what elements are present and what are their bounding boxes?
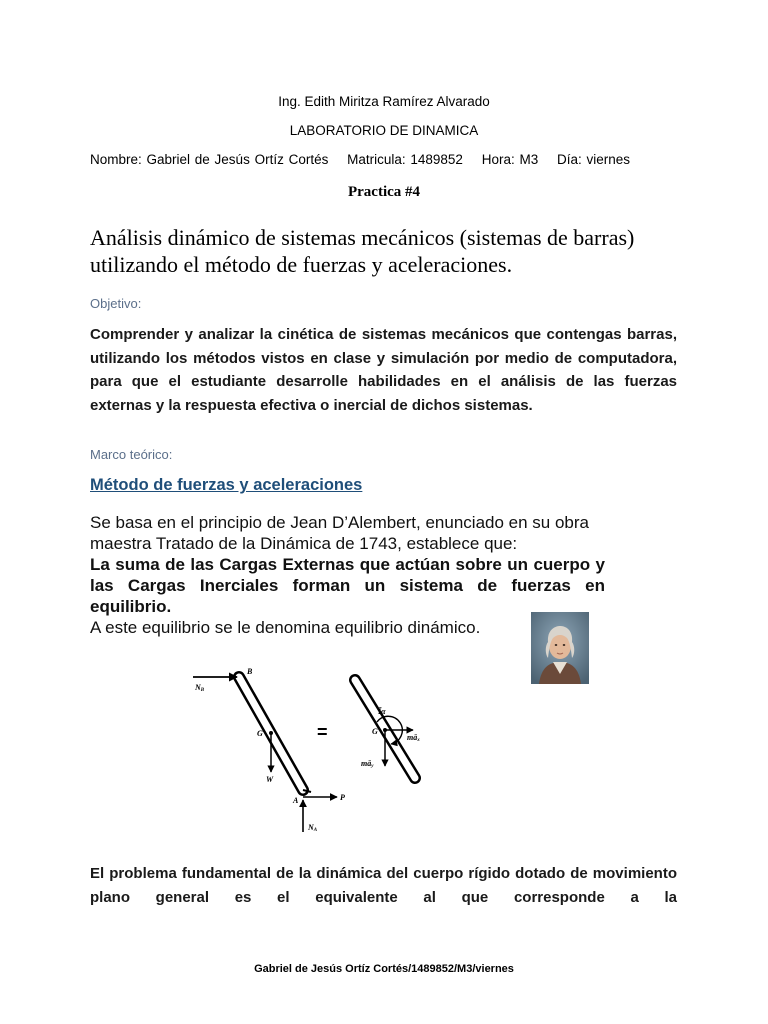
label-p: P: [340, 793, 345, 802]
label-max: māx: [407, 733, 420, 743]
label-b: B: [247, 667, 253, 676]
student-dia: Día: viernes: [557, 152, 631, 167]
bar-external: [239, 677, 311, 792]
student-name: Nombre: Gabriel de Jesús Ortíz Cortés: [90, 152, 329, 167]
excerpt-principle: La suma de las Cargas Externas que actúan sobre un cuerpo y las Cargas Inerciales forman un sistema de fuerzas en equilibrio.: [90, 555, 605, 616]
page-footer: Gabriel de Jesús Ortíz Cortés/1489852/M3/viernes: [254, 963, 514, 975]
document-title: Análisis dinámico de sistemas mecánicos (sistemas de barras) utilizando el método de fuerzas y aceleraciones.: [90, 225, 635, 277]
free-body-diagram: [185, 660, 435, 840]
label-g2: G: [372, 727, 378, 736]
label-may: māy: [361, 759, 374, 769]
label-w: W: [266, 775, 274, 784]
label-a: A: [293, 796, 299, 805]
dalembert-portrait: [531, 612, 589, 684]
practice-number: Practica #4: [347, 184, 421, 200]
author-line: Ing. Edith Miritza Ramírez Alvarado: [278, 94, 490, 109]
excerpt-conclusion: A este equilibrio se le denomina equilibrio dinámico.: [90, 618, 481, 637]
label-na: NA: [308, 823, 318, 833]
label-ialpha: Īα: [378, 707, 386, 716]
theory-label: Marco teórico:: [90, 447, 173, 462]
method-heading: Método de fuerzas y aceleraciones: [90, 476, 363, 494]
excerpt-intro: Se basa en el principio de Jean D’Alembert, enunciado en su obra maestra Tratado de la Dinámica de 1743, establece que:: [90, 513, 589, 553]
problem-text: El problema fundamental de la dinámica del cuerpo rígido dotado de movimiento plano general es el equivalente al que corresponde a la: [90, 865, 677, 906]
student-hora: Hora: M3: [481, 152, 539, 167]
student-info: [90, 152, 644, 167]
objective-label: Objetivo:: [90, 296, 142, 311]
objective-text: Comprender y analizar la cinética de sistemas mecánicos que contengas barras, utilizando los métodos vistos en clase y simulación por medio de computadora, para que el estudiante desarrolle habilidades en el análisis de las fuerzas externas y la respuesta efectiva o inercial de dichos sistemas.: [90, 326, 677, 414]
lab-title: LABORATORIO DE DINAMICA: [289, 123, 479, 138]
equals-sign: =: [317, 722, 328, 742]
label-nb: NB: [195, 683, 205, 693]
label-g1: G: [257, 729, 263, 738]
dalembert-excerpt: [90, 512, 605, 638]
student-matricula: Matricula: 1489852: [347, 152, 463, 167]
